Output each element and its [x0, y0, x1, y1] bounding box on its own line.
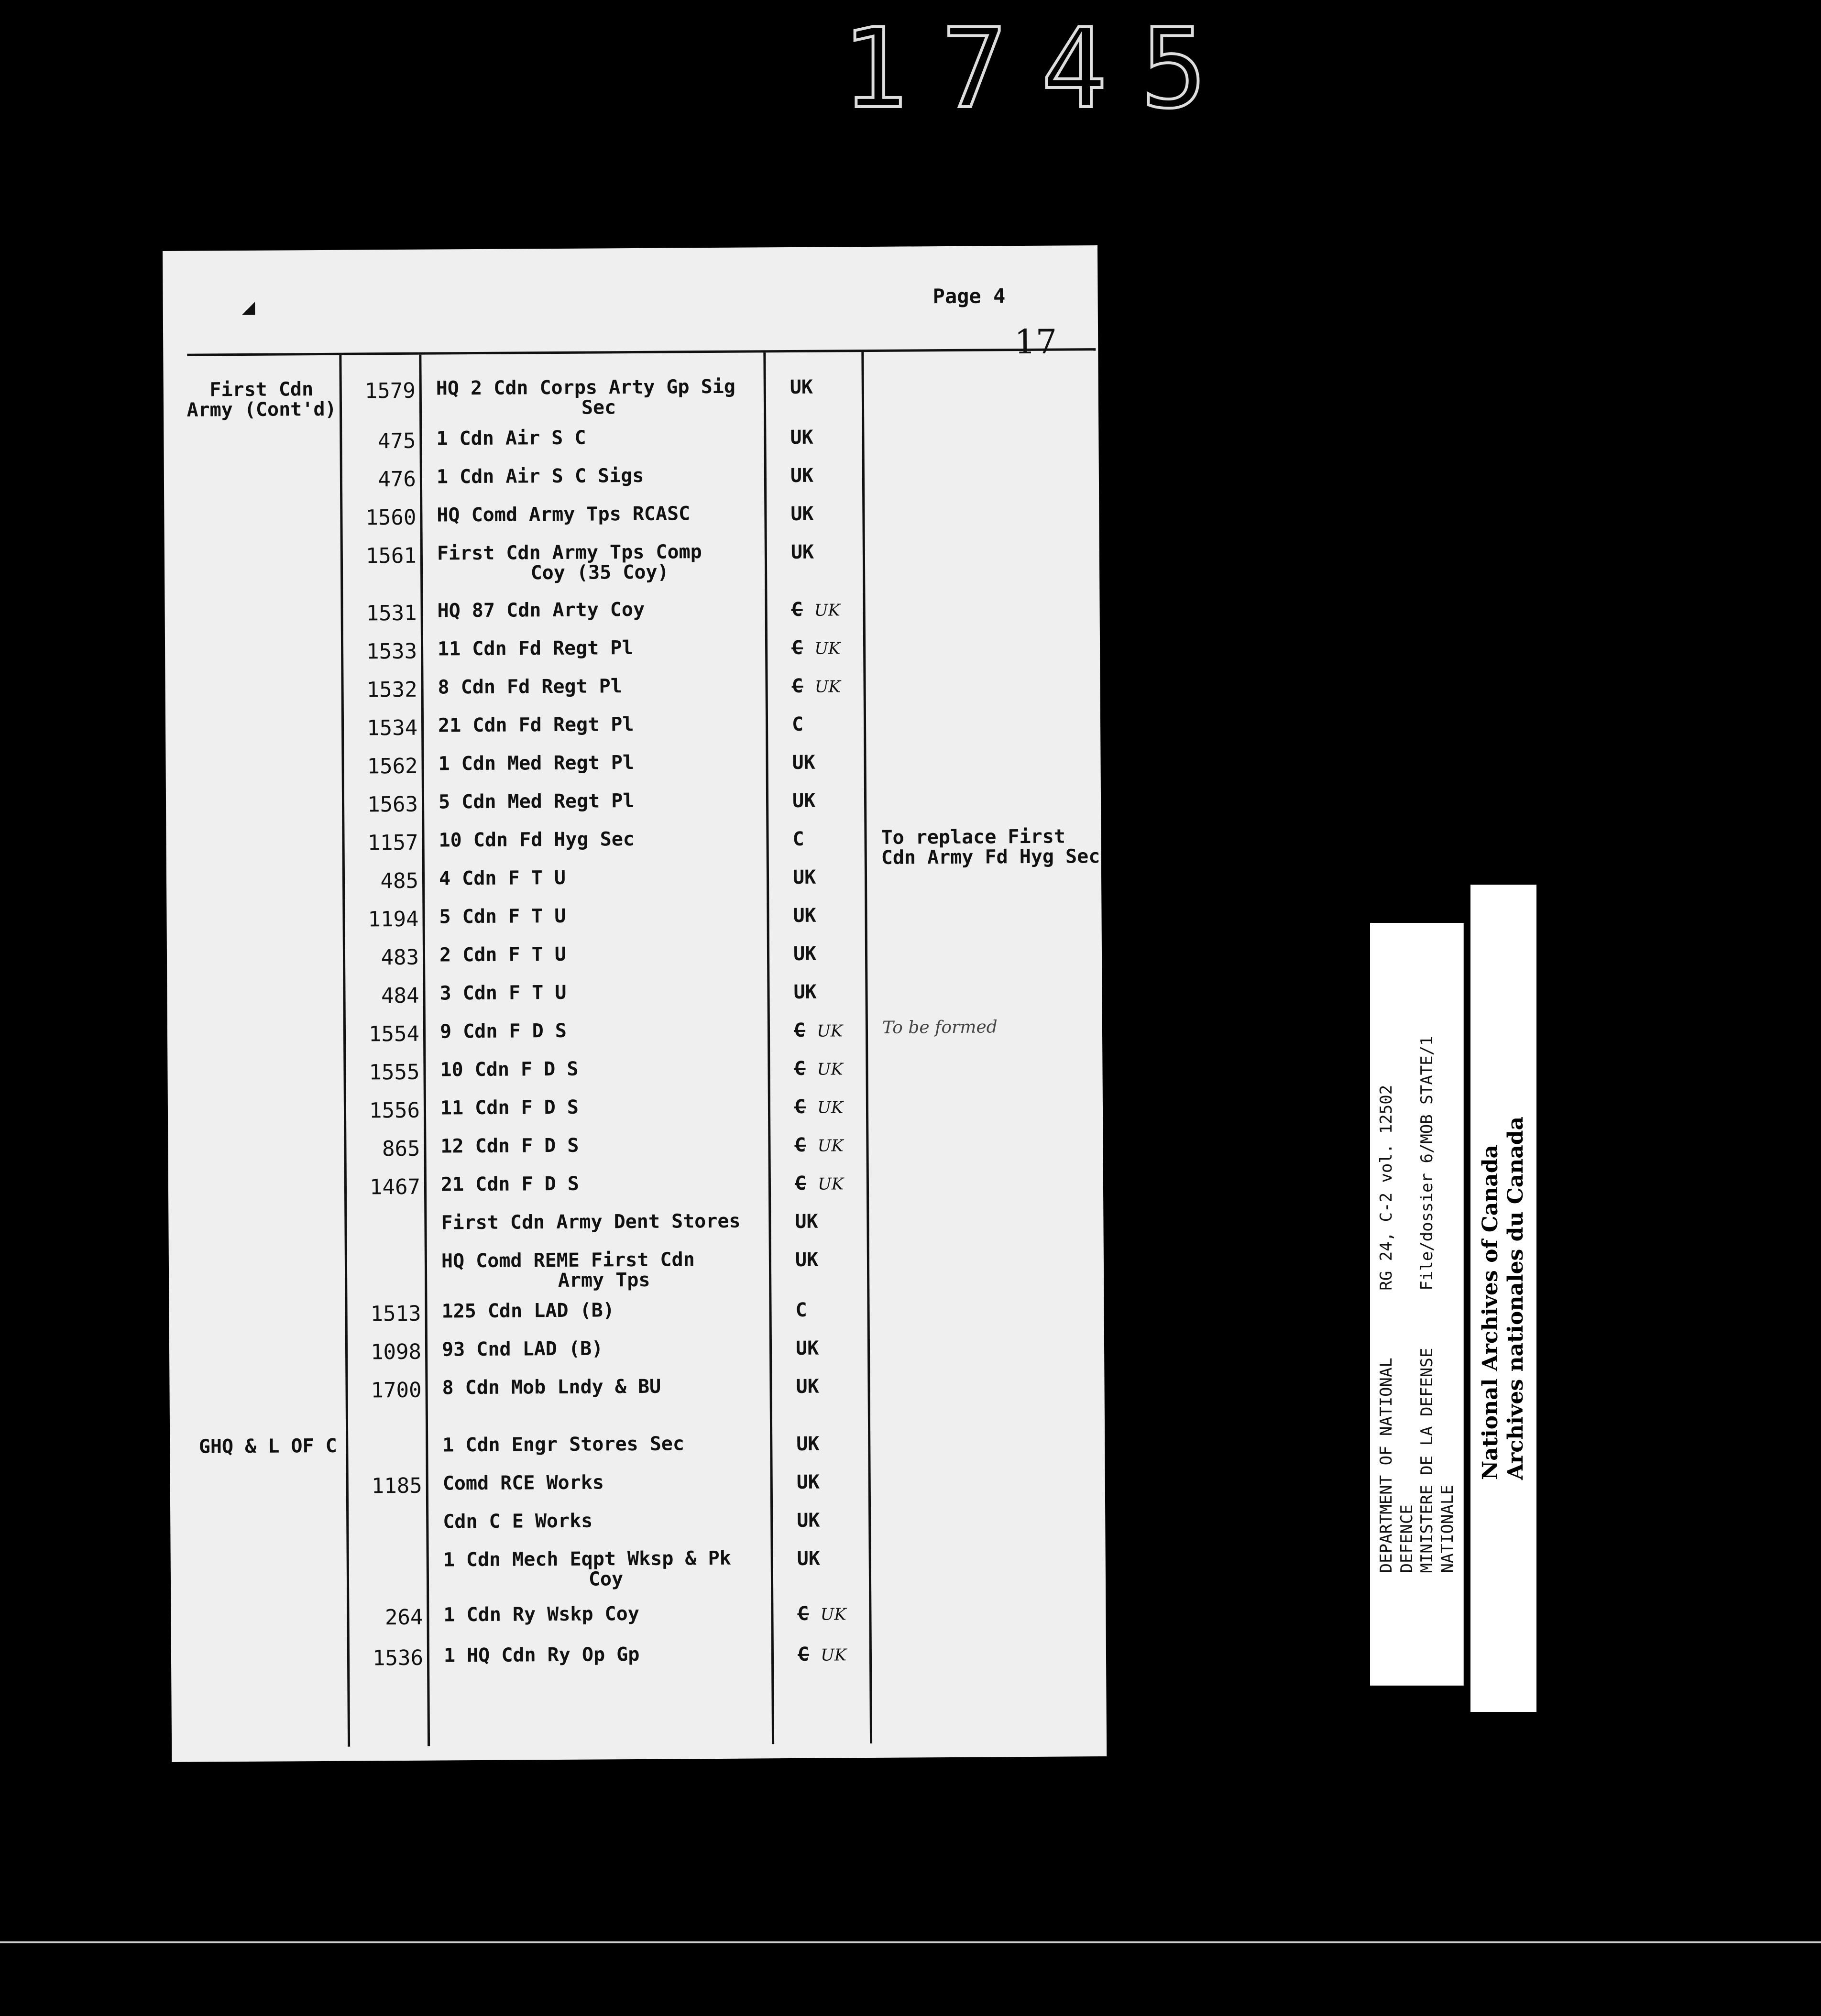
section-label [185, 716, 342, 717]
table-row [168, 1094, 1103, 1123]
archive-name-fr: Archives nationales du Canada [1503, 1116, 1528, 1480]
section-label [187, 1137, 345, 1138]
location [790, 503, 862, 525]
unit-name-line: 21 Cdn F D S [440, 1172, 580, 1196]
unit-name-line: HQ Comd Army Tps RCASC [437, 503, 691, 526]
location-code: C [795, 1299, 807, 1321]
unit-number: 1563 [367, 792, 418, 817]
unit-name-line: 8 Cdn Fd Regt Pl [438, 675, 623, 699]
unit-name [439, 790, 764, 812]
section-label [186, 908, 343, 909]
ink-mark: ◢ [241, 293, 255, 319]
unit-name-line: 5 Cdn Med Regt Pl [438, 789, 635, 813]
table-row [171, 1601, 1106, 1630]
location-code: UK [790, 464, 814, 487]
location-handwritten: UK [814, 601, 840, 620]
table-row [166, 825, 1101, 869]
unit-name-continuation: Army Tps [558, 1269, 650, 1292]
location-handwritten: UK [817, 1060, 843, 1079]
unit-name [442, 1337, 767, 1359]
table-row [168, 1209, 1103, 1234]
location-code: UK [790, 426, 813, 449]
location-handwritten: UK [817, 1136, 844, 1156]
unit-name [438, 675, 763, 697]
column-divider [861, 352, 872, 1743]
unit-name-line: 2 Cdn F T U [439, 943, 567, 966]
location [792, 828, 864, 850]
location-code: C [794, 1172, 807, 1194]
table-row [167, 979, 1102, 1008]
location [792, 713, 864, 735]
table-row [165, 635, 1100, 664]
unit-name [436, 376, 762, 418]
unit-name-line: Cdn C E Works [443, 1510, 593, 1533]
section-label [184, 544, 341, 545]
unit-name-line: 1 Cdn Air S C Sigs [436, 464, 644, 488]
unit-name-line: 4 Cdn F T U [439, 866, 566, 890]
table-row [164, 501, 1099, 530]
table-row [167, 1017, 1102, 1047]
unit-name [441, 1249, 767, 1291]
unit-name [440, 1096, 766, 1118]
location [793, 981, 865, 1003]
reference-card [1370, 923, 1464, 1686]
unit-number [349, 1550, 423, 1551]
unit-number: 1556 [369, 1098, 420, 1123]
section-label [183, 429, 340, 430]
unit-name-line: 5 Cdn F T U [439, 905, 566, 928]
location-code: C [797, 1602, 809, 1625]
table-row [167, 1056, 1102, 1085]
unit-name [437, 465, 762, 487]
location-handwritten: UK [818, 1174, 844, 1194]
location [796, 1375, 867, 1398]
unit-name-line: 11 Cdn F D S [440, 1096, 579, 1119]
unit-name [439, 866, 764, 888]
table-row [165, 750, 1100, 779]
unit-name [436, 427, 761, 449]
unit-name [439, 981, 765, 1003]
archive-name-en: National Archives of Canada [1478, 1145, 1503, 1480]
section-label [185, 755, 342, 756]
unit-name [440, 1058, 765, 1080]
unit-name-line: First Cdn Army Dent Stores [441, 1210, 741, 1234]
record-group: RG 24, C-2 vol. 12502 [1376, 1085, 1396, 1291]
section-label: GHQ & L OF C [198, 1435, 337, 1458]
unit-name-line: 8 Cdn Mob Lndy & BU [442, 1375, 661, 1399]
table-row [165, 597, 1099, 626]
location-code: UK [792, 751, 815, 774]
dept-line-2: DEFENCE [1397, 1504, 1416, 1573]
location [797, 1602, 869, 1625]
location-handwritten: UK [814, 639, 841, 658]
unit-number: 1157 [367, 830, 418, 855]
document-page [163, 245, 1107, 1762]
location-code: C [794, 1057, 806, 1080]
section-label [186, 1061, 344, 1062]
section-label [189, 1512, 347, 1513]
unit-name-line: HQ 2 Cdn Corps Arty Gp Sig [436, 375, 736, 400]
unit-name [440, 1019, 765, 1041]
table-row [169, 1336, 1104, 1365]
unit-name-line: 1 Cdn Med Regt Pl [438, 751, 635, 775]
unit-name-line: 3 Cdn F T U [439, 981, 567, 1005]
location-code: C [791, 636, 803, 659]
section-label [187, 1099, 345, 1100]
unit-name-line: 1 Cdn Ry Wskp Coy [443, 1602, 639, 1626]
location [796, 1337, 867, 1359]
unit-name-line: 9 Cdn F D S [439, 1019, 567, 1043]
unit-number: 1536 [372, 1645, 424, 1671]
header-rule [187, 348, 1096, 356]
section-label [190, 1551, 348, 1552]
location [794, 1096, 866, 1118]
column-divider [763, 352, 774, 1744]
location-code: UK [795, 1210, 818, 1233]
unit-name-line: 10 Cdn Fd Hyg Sec [439, 828, 635, 852]
location-code: C [793, 1019, 806, 1041]
location-handwritten: UK [817, 1098, 844, 1118]
table-row [168, 1132, 1103, 1161]
unit-name-line: 11 Cdn Fd Regt Pl [437, 637, 634, 660]
location-code: UK [790, 376, 813, 398]
archive-card [1470, 885, 1536, 1712]
section-label [188, 1379, 346, 1380]
section-label [190, 1646, 348, 1647]
unit-name [437, 599, 762, 621]
table-row [170, 1469, 1105, 1499]
table-row [167, 941, 1102, 970]
unit-number: 1562 [367, 754, 418, 779]
unit-name [441, 1299, 767, 1321]
location-handwritten: UK [814, 677, 841, 697]
table-row [165, 673, 1100, 702]
film-edge-line [0, 1941, 1821, 1943]
location-code: C [791, 598, 803, 621]
location [795, 1210, 867, 1233]
location-handwritten: UK [817, 1021, 843, 1041]
location [790, 376, 862, 398]
unit-number: 1194 [368, 907, 419, 932]
unit-number: 865 [382, 1136, 420, 1161]
column-divider [419, 355, 430, 1746]
unit-name-continuation: Coy [588, 1568, 624, 1590]
unit-number: 475 [377, 428, 416, 454]
table-row [164, 463, 1099, 492]
location-code: C [794, 1134, 806, 1156]
unit-number: 484 [381, 983, 419, 1008]
unit-number: 1554 [368, 1021, 420, 1047]
handwritten-page-number: 17 [1014, 322, 1057, 362]
section-label [184, 602, 341, 603]
section-label [188, 1302, 346, 1303]
location [793, 866, 865, 888]
unit-number: 1098 [370, 1339, 422, 1365]
remark: To replace First Cdn Army Fd Hyg Sec [881, 825, 1100, 869]
unit-number [347, 1251, 421, 1252]
location [795, 1172, 867, 1194]
page-label: Page 4 [932, 284, 1006, 308]
location [791, 598, 863, 621]
section-label [187, 1175, 345, 1176]
ministere-line-2: NATIONALE [1437, 1484, 1457, 1573]
unit-name [443, 1603, 768, 1625]
location [794, 1057, 866, 1080]
section-label [187, 1214, 345, 1215]
location [794, 1019, 866, 1041]
unit-name [443, 1510, 768, 1532]
section-label [189, 1474, 347, 1475]
unit-name [437, 541, 763, 583]
section-label [183, 506, 341, 507]
section-label [188, 1340, 346, 1341]
location [792, 751, 864, 774]
frame-number: 1745 [842, 5, 1240, 133]
location-code: UK [796, 1433, 820, 1455]
unit-name-line: 1 Cdn Air S C [436, 427, 586, 450]
table-row [165, 712, 1100, 741]
remark-handwritten: To be formed [882, 1017, 998, 1038]
unit-number: 1467 [369, 1174, 421, 1200]
unit-name [437, 503, 762, 525]
file-dossier: File/dossier 6/MOB STATE/1 [1417, 1035, 1437, 1291]
unit-number: 1700 [371, 1378, 422, 1403]
unit-name-line: 125 Cdn LAD (B) [441, 1299, 614, 1323]
unit-number: 1560 [365, 505, 417, 530]
location [791, 636, 863, 659]
unit-number: 1532 [366, 677, 417, 702]
unit-name-line: 93 Cnd LAD (B) [441, 1337, 603, 1361]
unit-name [439, 943, 765, 965]
unit-name-line: 21 Cdn Fd Regt Pl [438, 713, 634, 737]
location-code: UK [796, 1375, 819, 1398]
location-code: C [794, 1096, 806, 1118]
location [797, 1471, 868, 1493]
location [798, 1643, 869, 1665]
location-code: UK [795, 1249, 819, 1271]
table-row [164, 374, 1098, 421]
location [797, 1509, 868, 1532]
unit-name [442, 1376, 767, 1398]
location-code: UK [792, 866, 816, 888]
unit-name [439, 905, 764, 927]
section-label [183, 468, 341, 469]
table-row [164, 425, 1098, 454]
unit-name [444, 1643, 769, 1665]
unit-name [438, 752, 763, 774]
unit-name-continuation: Sec [581, 396, 616, 419]
unit-name [438, 713, 763, 735]
location-code: C [792, 828, 804, 850]
unit-number: 1533 [366, 639, 417, 664]
location-handwritten: UK [820, 1605, 846, 1624]
unit-name-line: 1 HQ Cdn Ry Op Gp [443, 1643, 640, 1667]
location [790, 464, 862, 487]
unit-number: 1555 [369, 1060, 420, 1085]
section-label [184, 640, 342, 641]
section-label [186, 1022, 344, 1023]
table-row [166, 788, 1101, 817]
section-label [190, 1606, 348, 1607]
location [795, 1249, 867, 1271]
unit-name [442, 1433, 768, 1455]
unit-name-line: Comd RCE Works [442, 1471, 604, 1495]
unit-number: 485 [380, 868, 419, 894]
location-code: UK [790, 541, 814, 563]
table-row [170, 1508, 1105, 1533]
unit-name-line: HQ 87 Cdn Arty Coy [437, 598, 645, 622]
location-code: UK [797, 1547, 821, 1570]
location-handwritten: UK [821, 1645, 847, 1665]
unit-number [346, 1213, 420, 1214]
unit-number: 1513 [370, 1301, 421, 1326]
unit-number: 1531 [366, 601, 417, 626]
unit-name-line: 1 Cdn Mech Eqpt Wksp & Pk [443, 1547, 731, 1571]
table-row [171, 1546, 1106, 1590]
unit-name [440, 1134, 766, 1156]
section-label [185, 793, 343, 794]
table-row [168, 1171, 1103, 1200]
location [790, 426, 862, 449]
unit-name-line: 10 Cdn F D S [440, 1058, 579, 1081]
unit-number: 264 [384, 1605, 423, 1630]
location [791, 541, 863, 563]
unit-name [441, 1211, 766, 1233]
unit-number: 483 [381, 945, 419, 970]
section-label: First Cdn Army (Cont'd) [186, 378, 337, 421]
section-label [185, 831, 343, 832]
table-row [165, 539, 1099, 584]
location [795, 1299, 867, 1321]
location-code: UK [792, 789, 816, 812]
unit-name-line: First Cdn Army Tps Comp [437, 541, 702, 565]
location-code: C [791, 713, 804, 735]
table-row [169, 1247, 1104, 1292]
section-label [186, 984, 344, 985]
location [793, 904, 865, 927]
unit-name-line: 12 Cdn F D S [440, 1134, 579, 1158]
table-row [166, 903, 1101, 932]
unit-number [348, 1435, 422, 1436]
section-label [186, 946, 344, 947]
unit-name [443, 1471, 768, 1493]
ministere-line-1: MINISTERE DE LA DEFENSE [1417, 1348, 1437, 1573]
unit-number: 476 [378, 467, 417, 492]
table-row [171, 1642, 1106, 1671]
section-label [184, 678, 342, 679]
table-row [170, 1431, 1105, 1458]
reference-card-text [1376, 1036, 1458, 1573]
section-label [188, 1252, 346, 1253]
unit-name-line: 1 Cdn Engr Stores Sec [442, 1433, 685, 1457]
location [796, 1433, 868, 1455]
unit-name [443, 1548, 769, 1590]
location-code: UK [793, 904, 816, 927]
location-code: C [791, 675, 803, 697]
unit-name [438, 637, 763, 659]
unit-number: 1185 [371, 1473, 422, 1499]
location-code: UK [797, 1509, 820, 1532]
location [791, 675, 863, 697]
location-code: UK [790, 503, 814, 525]
location-code: UK [793, 942, 817, 965]
table-row [169, 1297, 1104, 1326]
table-row [169, 1374, 1104, 1403]
location-code: UK [795, 1337, 819, 1359]
unit-number: 1561 [365, 543, 417, 569]
unit-name-continuation: Coy (35 Coy) [530, 561, 669, 584]
unit-name [439, 828, 764, 850]
unit-name-line: HQ Comd REME First Cdn [441, 1249, 695, 1272]
location [797, 1547, 869, 1570]
dept-line-1: DEPARTMENT OF NATIONAL [1376, 1357, 1396, 1573]
archive-card-text [1478, 1117, 1529, 1480]
section-label [186, 869, 343, 870]
unit-number: 1534 [366, 715, 418, 741]
location [792, 789, 864, 812]
location-code: C [797, 1643, 810, 1665]
location [794, 1134, 866, 1156]
location-code: UK [793, 981, 817, 1003]
unit-number: 1579 [364, 378, 416, 404]
location-code: UK [796, 1471, 820, 1493]
location [793, 942, 865, 965]
unit-name [441, 1172, 766, 1194]
